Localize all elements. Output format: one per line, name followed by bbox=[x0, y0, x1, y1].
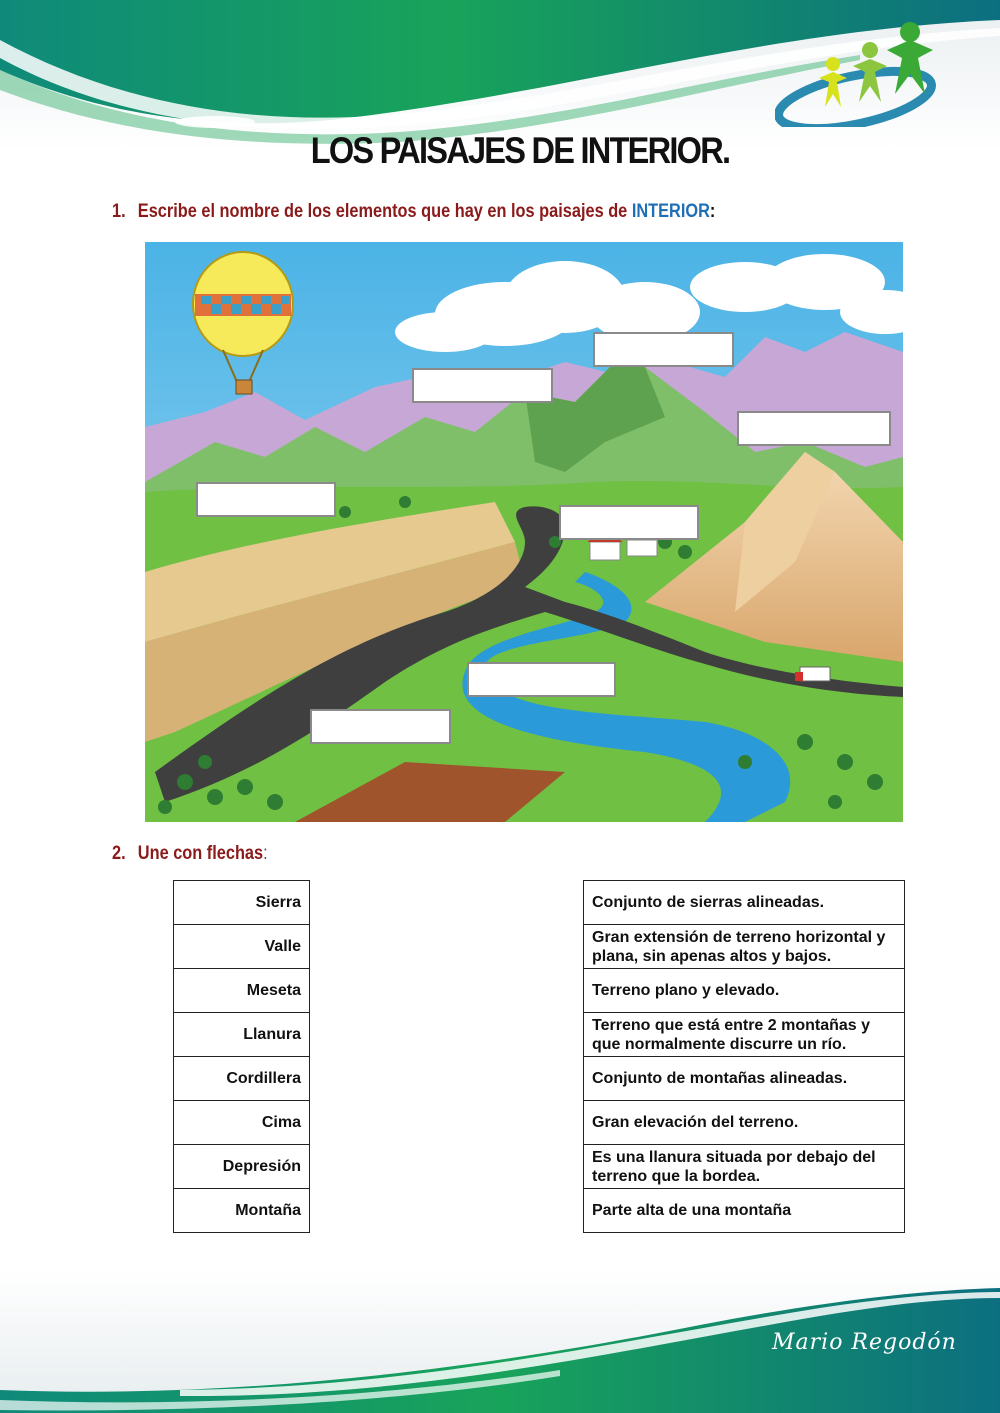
answer-box-5[interactable] bbox=[559, 505, 699, 540]
question-1-colon: : bbox=[709, 201, 716, 222]
answer-box-4[interactable] bbox=[196, 482, 336, 517]
question-2 bbox=[112, 843, 268, 865]
definition-cell[interactable] bbox=[584, 1101, 905, 1145]
term-row bbox=[174, 1145, 310, 1189]
question-2-number: 2. bbox=[112, 843, 126, 864]
definition-cell[interactable] bbox=[584, 1189, 905, 1233]
question-1-number: 1. bbox=[112, 201, 126, 222]
answer-box-2[interactable] bbox=[412, 368, 553, 403]
definition-row bbox=[584, 1145, 905, 1189]
term-row bbox=[174, 1189, 310, 1233]
term-cell[interactable]: Meseta bbox=[174, 969, 310, 1013]
definition-line: plana, sin apenas altos y bajos. bbox=[592, 947, 832, 965]
answer-input-6[interactable] bbox=[469, 664, 614, 695]
term-cell[interactable]: Depresión bbox=[174, 1145, 310, 1189]
landscape-illustration bbox=[145, 242, 903, 822]
definition-line: Conjunto de montañas alineadas. bbox=[592, 1070, 848, 1087]
answer-box-3[interactable] bbox=[737, 411, 891, 446]
definition-line: Gran elevación del terreno. bbox=[592, 1114, 799, 1131]
answer-input-2[interactable] bbox=[414, 370, 551, 401]
question-1 bbox=[112, 201, 715, 223]
definition-cell[interactable] bbox=[584, 1057, 905, 1101]
question-2-text: Une con flechas bbox=[137, 843, 264, 864]
definition-row bbox=[584, 925, 905, 969]
definition-row bbox=[584, 1013, 905, 1057]
answer-input-3[interactable] bbox=[739, 413, 889, 444]
answer-box-1[interactable] bbox=[593, 332, 734, 367]
definition-cell[interactable] bbox=[584, 881, 905, 925]
definition-cell[interactable] bbox=[584, 1013, 905, 1057]
question-1-text: Escribe el nombre de los elementos que hay en los paisajes de bbox=[137, 201, 632, 222]
logo-people-icon bbox=[775, 12, 955, 127]
definition-line: que normalmente discurre un río. bbox=[592, 1035, 847, 1053]
term-cell[interactable]: Valle bbox=[174, 925, 310, 969]
term-row bbox=[174, 1057, 310, 1101]
answer-input-5[interactable] bbox=[561, 507, 697, 538]
definition-line: terreno que la bordea. bbox=[592, 1167, 761, 1185]
term-cell[interactable]: Llanura bbox=[174, 1013, 310, 1057]
definition-row bbox=[584, 1101, 905, 1145]
term-cell[interactable]: Cordillera bbox=[174, 1057, 310, 1101]
answer-input-1[interactable] bbox=[595, 334, 732, 365]
author-signature: Mario Regodón bbox=[772, 1330, 957, 1355]
definition-line: Parte alta de una montaña bbox=[592, 1202, 792, 1219]
definition-row bbox=[584, 881, 905, 925]
definition-row bbox=[584, 969, 905, 1013]
answer-box-6[interactable] bbox=[467, 662, 616, 697]
term-cell[interactable]: Montaña bbox=[174, 1189, 310, 1233]
answer-input-7[interactable] bbox=[312, 711, 449, 742]
definitions-table bbox=[583, 880, 905, 1233]
definition-line: Terreno que está entre 2 montañas y bbox=[592, 1016, 871, 1034]
term-row bbox=[174, 1013, 310, 1057]
page-title: LOS PAISAJES DE INTERIOR. bbox=[310, 130, 730, 171]
definition-line: Conjunto de sierras alineadas. bbox=[592, 894, 825, 911]
definition-row bbox=[584, 1057, 905, 1101]
question-1-highlight: INTERIOR bbox=[631, 201, 710, 222]
question-2-colon: : bbox=[263, 843, 268, 864]
terms-table bbox=[173, 880, 310, 1233]
definition-line: Gran extensión de terreno horizontal y bbox=[592, 928, 886, 946]
answer-input-4[interactable] bbox=[198, 484, 334, 515]
term-row bbox=[174, 881, 310, 925]
term-row bbox=[174, 969, 310, 1013]
definition-cell[interactable] bbox=[584, 1145, 905, 1189]
definition-row bbox=[584, 1189, 905, 1233]
term-row bbox=[174, 1101, 310, 1145]
definition-cell[interactable] bbox=[584, 969, 905, 1013]
definition-cell[interactable] bbox=[584, 925, 905, 969]
definition-line: Es una llanura situada por debajo del bbox=[592, 1148, 876, 1166]
term-row bbox=[174, 925, 310, 969]
term-cell[interactable]: Sierra bbox=[174, 881, 310, 925]
term-cell[interactable]: Cima bbox=[174, 1101, 310, 1145]
definition-line: Terreno plano y elevado. bbox=[592, 982, 780, 999]
answer-box-7[interactable] bbox=[310, 709, 451, 744]
